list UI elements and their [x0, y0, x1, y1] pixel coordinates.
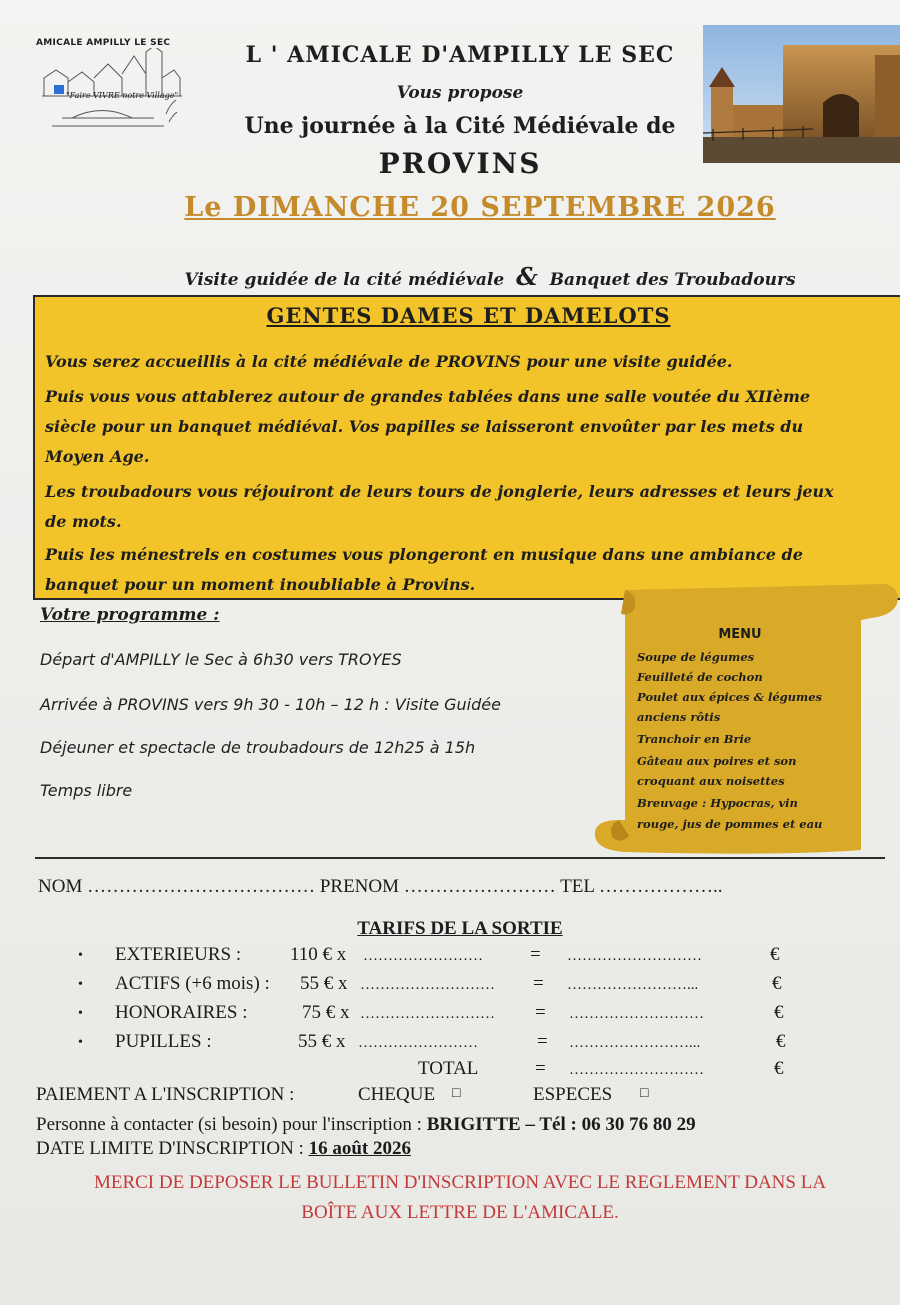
- contact-phone: – Tél : 06 30 76 80 29: [525, 1114, 696, 1135]
- tarif-price: 55 € x: [300, 973, 348, 994]
- identity-fields[interactable]: NOM ……………………………… PRENOM …………………… TEL ………………..: [38, 876, 723, 897]
- intro-line: de mots.: [45, 512, 122, 531]
- tarif-quantity-field[interactable]: ……………………: [358, 1035, 478, 1051]
- header-journee: Une journée à la Cité Médiévale de: [244, 113, 676, 139]
- visit-guided: Visite guidée de la cité médiévale: [184, 270, 505, 290]
- visit-banquet: Banquet des Troubadours: [549, 270, 796, 290]
- tarif-equals: =: [533, 973, 544, 994]
- tarif-amount-field[interactable]: ……………………...: [567, 977, 699, 993]
- provins-castle-photo: [703, 25, 900, 163]
- tarif-euro: €: [776, 1031, 786, 1052]
- tarif-euro: €: [770, 944, 780, 965]
- intro-line: Puis les ménestrels en costumes vous plongeront en musique dans une ambiance de: [45, 545, 803, 564]
- bullet-icon: •: [78, 1006, 83, 1021]
- menu-item: anciens rôtis: [637, 710, 721, 724]
- contact-line: [36, 1114, 696, 1136]
- menu-title: MENU: [718, 627, 762, 642]
- intro-line: siècle pour un banquet médiéval. Vos papilles se laisseront envoûter par les mets du: [45, 417, 804, 436]
- tarif-euro: €: [774, 1002, 784, 1023]
- tarif-amount-field[interactable]: ………………………: [567, 948, 702, 964]
- tarif-price: 75 € x: [302, 1002, 350, 1023]
- bullet-icon: •: [78, 1035, 83, 1050]
- intro-line: Puis vous vous attablerez autour de grandes tablées dans une salle voutée du XIIème: [45, 387, 811, 406]
- program-item: Temps libre: [40, 781, 133, 800]
- tarif-price: 55 € x: [298, 1031, 346, 1052]
- program-title: Votre programme :: [40, 605, 220, 625]
- deadline-date: 16 août 2026: [308, 1138, 411, 1159]
- tarif-quantity-field[interactable]: ………………………: [360, 977, 495, 993]
- notice-line: BOÎTE AUX LETTRE DE L'AMICALE.: [301, 1202, 619, 1223]
- bullet-icon: •: [78, 948, 83, 963]
- contact-text: Personne à contacter (si besoin) pour l'inscription :: [36, 1114, 422, 1135]
- intro-line: banquet pour un moment inoubliable à Provins.: [45, 575, 476, 594]
- total-amount-field[interactable]: ………………………: [569, 1062, 704, 1078]
- tarifs-title: TARIFS DE LA SORTIE: [357, 918, 563, 939]
- notice-line: MERCI DE DEPOSER LE BULLETIN D'INSCRIPTION AVEC LE REGLEMENT DANS LA: [93, 1172, 827, 1193]
- intro-line: Moyen Age.: [45, 447, 150, 466]
- logo-slogan: "Faire VIVRE notre Village": [66, 91, 179, 100]
- tarif-equals: =: [535, 1002, 546, 1023]
- tarif-euro: €: [772, 973, 782, 994]
- menu-item: rouge, jus de pommes et eau: [637, 817, 823, 831]
- total-equals: =: [535, 1058, 546, 1079]
- intro-title: GENTES DAMES ET DAMELOTS: [266, 303, 671, 328]
- tarif-label: EXTERIEURS :: [115, 944, 242, 965]
- menu-item: Tranchoir en Brie: [637, 732, 752, 746]
- payment-cheque-label: CHEQUE: [358, 1084, 436, 1105]
- section-divider: [35, 857, 885, 859]
- deadline-label: DATE LIMITE D'INSCRIPTION :: [36, 1138, 304, 1159]
- program-item: Départ d'AMPILLY le Sec à 6h30 vers TROYES: [40, 650, 402, 669]
- intro-line: Vous serez accueillis à la cité médiévale de PROVINS pour une visite guidée.: [45, 352, 733, 371]
- intro-box: [33, 295, 900, 600]
- menu-scroll: [585, 580, 900, 860]
- intro-line: Les troubadours vous réjouiront de leurs tours de jonglerie, leurs adresses et leurs jeux: [45, 482, 834, 501]
- amicale-logo: [36, 34, 186, 134]
- tarif-equals: =: [537, 1031, 548, 1052]
- tarif-quantity-field[interactable]: ………………………: [360, 1006, 495, 1022]
- logo-title: AMICALE AMPILLY LE SEC: [36, 38, 171, 48]
- tarif-amount-field[interactable]: ……………………...: [569, 1035, 701, 1051]
- tarif-label: HONORAIRES :: [115, 1002, 248, 1023]
- payment-label: PAIEMENT A L'INSCRIPTION :: [36, 1084, 295, 1105]
- cheque-checkbox[interactable]: □: [452, 1086, 461, 1101]
- tarif-equals: =: [530, 944, 541, 965]
- total-euro: €: [774, 1058, 784, 1079]
- total-label: TOTAL: [418, 1058, 479, 1079]
- tarif-quantity-field[interactable]: ……………………: [363, 948, 483, 964]
- header-association: L ' AMICALE D'AMPILLY LE SEC: [245, 42, 675, 68]
- program-item: Déjeuner et spectacle de troubadours de 12h25 à 15h: [40, 738, 476, 757]
- tarif-amount-field[interactable]: ………………………: [569, 1006, 704, 1022]
- event-date: Le DIMANCHE 20 SEPTEMBRE 2026: [184, 192, 776, 223]
- menu-item: Gâteau aux poires et son: [637, 754, 797, 768]
- deadline-line: [36, 1138, 411, 1160]
- header-propose: Vous propose: [396, 83, 524, 103]
- tarif-price: 110 € x: [290, 944, 347, 965]
- tarif-label: PUPILLES :: [115, 1031, 212, 1052]
- header-provins: PROVINS: [378, 147, 542, 180]
- deposit-notice: [30, 1168, 890, 1228]
- menu-item: Feuilleté de cochon: [637, 670, 763, 684]
- bullet-icon: •: [78, 977, 83, 992]
- menu-item: croquant aux noisettes: [637, 774, 785, 788]
- program-item: Arrivée à PROVINS vers 9h 30 - 10h – 12 h : Visite Guidée: [40, 695, 501, 714]
- visit-subtitle: [150, 262, 830, 291]
- menu-item: Breuvage : Hypocras, vin: [637, 796, 798, 810]
- especes-checkbox[interactable]: □: [640, 1086, 649, 1101]
- menu-item: Soupe de légumes: [637, 650, 755, 664]
- menu-item: Poulet aux épices & légumes: [637, 690, 822, 704]
- payment-especes-label: ESPECES: [533, 1084, 613, 1105]
- tarif-label: ACTIFS (+6 mois) :: [115, 973, 270, 994]
- visit-ampersand: &: [516, 262, 538, 291]
- contact-name: BRIGITTE: [426, 1114, 521, 1135]
